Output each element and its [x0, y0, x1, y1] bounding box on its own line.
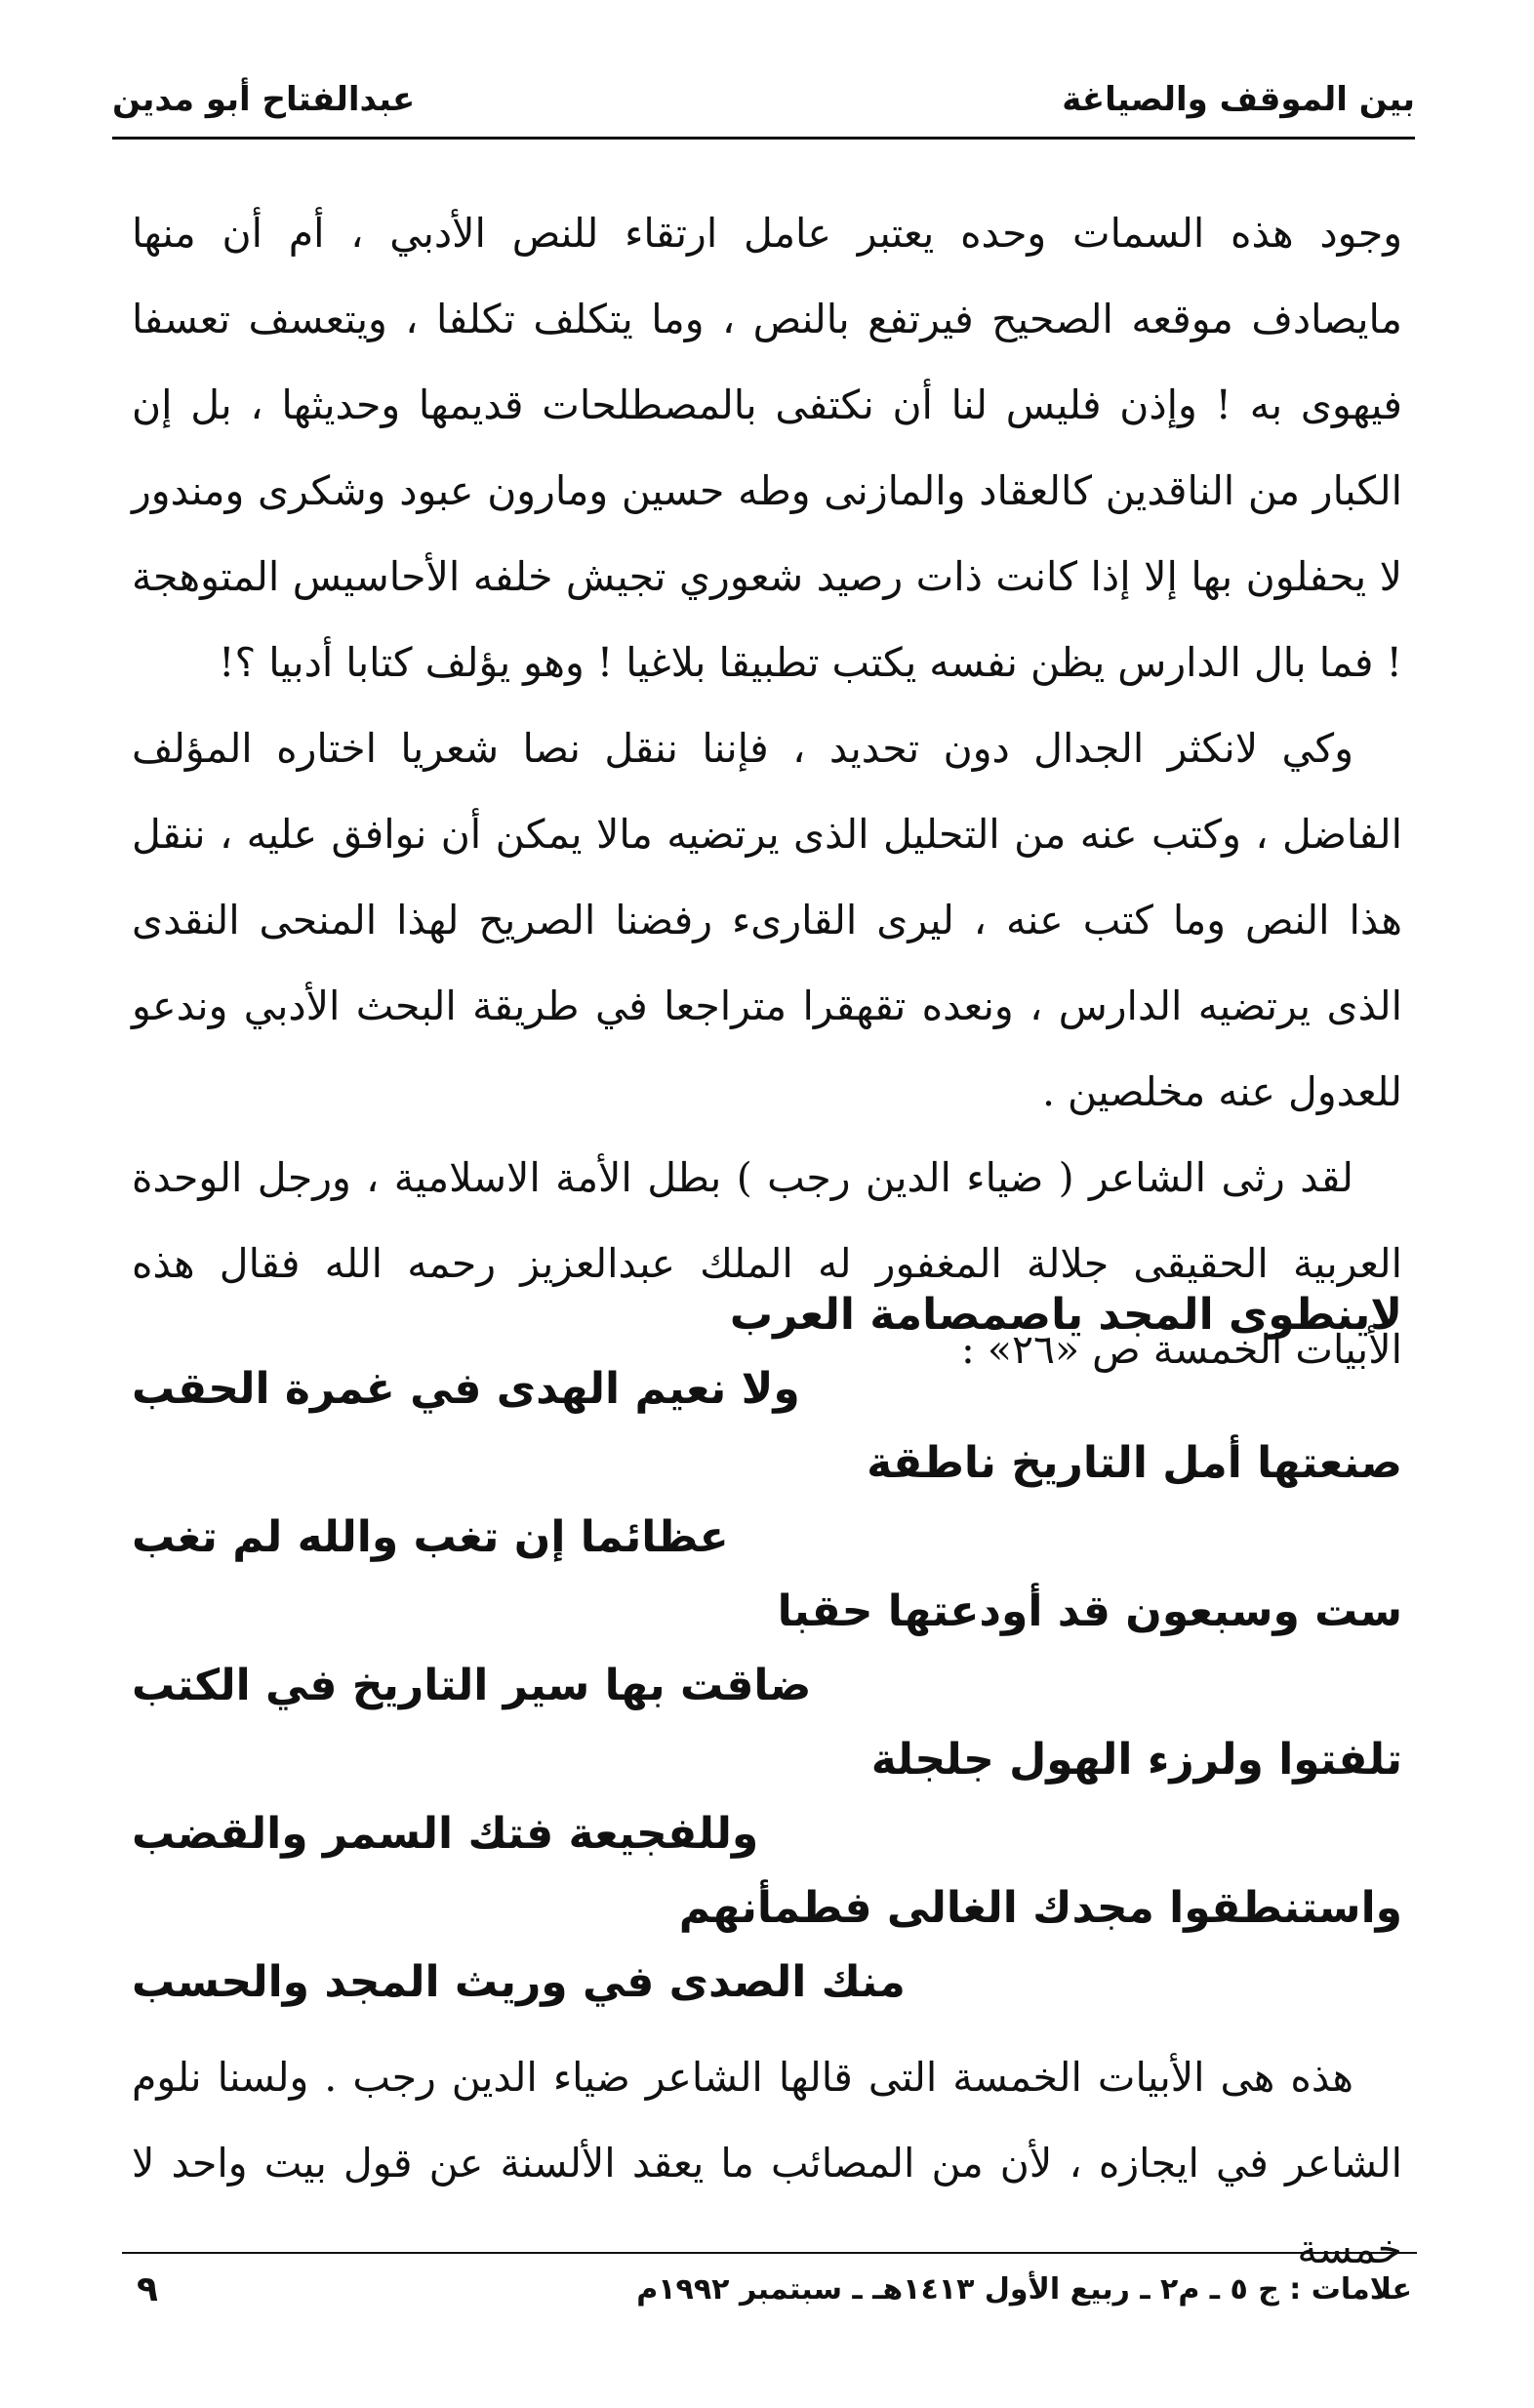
running-footer — [137, 2262, 1412, 2316]
verse-5-first-hemistich: واستنطقوا مجدك الغالى فطمأنهم — [678, 1883, 1402, 1933]
paragraph-1: وجود هذه السمات وحده يعتبر عامل ارتقاء للنص الأدبي ، أم أن منها مايصادف موقعه الصحيح فيرتفع بالنص ، وما يتكلف تكلفا ، ويتعسف تعسفا فيهوى به ! وإذن فليس لنا أن نكتفى بالمصطلحات قديمها وحديثها ، بل إن الكبار من الناقدين كالعقاد والمازنى وطه حسين ومارون عبود وشكرى ومندور لا يحفلون بها إلا إذا كانت ذات رصيد شعوري تجيش خلفه الأحاسيس المتوهجة ! فما بال الدارس يظن نفسه يكتب تطبيقا بلاغيا ! وهو يؤلف كتابا أدبيا ؟! — [132, 210, 1402, 686]
verse-3-first-hemistich: ست وسبعون قد أودعتها حقبا — [777, 1586, 1402, 1636]
verse-4-second-hemistich: وللفجيعة فتك السمر والقضب — [132, 1809, 759, 1859]
header-divider — [112, 137, 1415, 140]
journal-info: علامات : ج ٥ ـ م٢ ـ ربيع الأول ١٤١٣هـ ـ سبتمبر ١٩٩٢م — [636, 2271, 1412, 2307]
verse-2-second-hemistich: عظائما إن تغب والله لم تغب — [132, 1512, 729, 1562]
verse-2-first-hemistich: صنعتها أمل التاريخ ناطقة — [867, 1438, 1402, 1488]
verse-4-first-hemistich: تلفتوا ولرزء الهول جلجلة — [870, 1735, 1402, 1785]
body-text — [132, 190, 1402, 1392]
verse-1-first-hemistich: لاينطوى المجد ياصمصامة العرب — [729, 1290, 1402, 1340]
closing-paragraph: هذه هى الأبيات الخمسة التى قالها الشاعر ضياء الدين رجب . ولسنا نلوم الشاعر في ايجازه ، لأن من المصائب ما يعقد الألسنة عن قول بيت واحد لا خمسة — [132, 2054, 1402, 2272]
footer-divider — [122, 2252, 1417, 2254]
verse-1-second-hemistich: ولا نعيم الهدى في غمرة الحقب — [132, 1364, 800, 1414]
verse-3-second-hemistich: ضاقت بها سير التاريخ في الكتب — [132, 1661, 812, 1710]
verse-5-second-hemistich: منك الصدى في وريث المجد والحسب — [132, 1957, 906, 2007]
poem — [132, 1278, 1402, 2020]
book-title: بين الموقف والصياغة — [1062, 80, 1415, 119]
paragraph-3: لقد رثى الشاعر ( ضياء الدين رجب ) بطل الأمة الاسلامية ، ورجل الوحدة العربية الحقيقى جلالة المغفور له الملك عبدالعزيز رحمه الله فقال هذه الأبيات الخمسة ص «٢٦» : — [132, 1154, 1402, 1373]
page-number: ٩ — [137, 2268, 158, 2309]
paragraph-2: وكي لانكثر الجدال دون تحديد ، فإننا ننقل نصا شعريا اختاره المؤلف الفاضل ، وكتب عنه من التحليل الذى يرتضيه مالا يمكن أن نوافق عليه ، ننقل هذا النص وما كتب عنه ، ليرى القارىء رفضنا الصريح لهذا المنحى النقدى الذى يرتضيه الدارس ، ونعده تقهقرا متراجعا في طريقة البحث الأدبي وندعو للعدول عنه مخلصين . — [132, 725, 1402, 1115]
author-name: عبدالفتاح أبو مدين — [112, 80, 416, 119]
running-header — [112, 60, 1415, 139]
